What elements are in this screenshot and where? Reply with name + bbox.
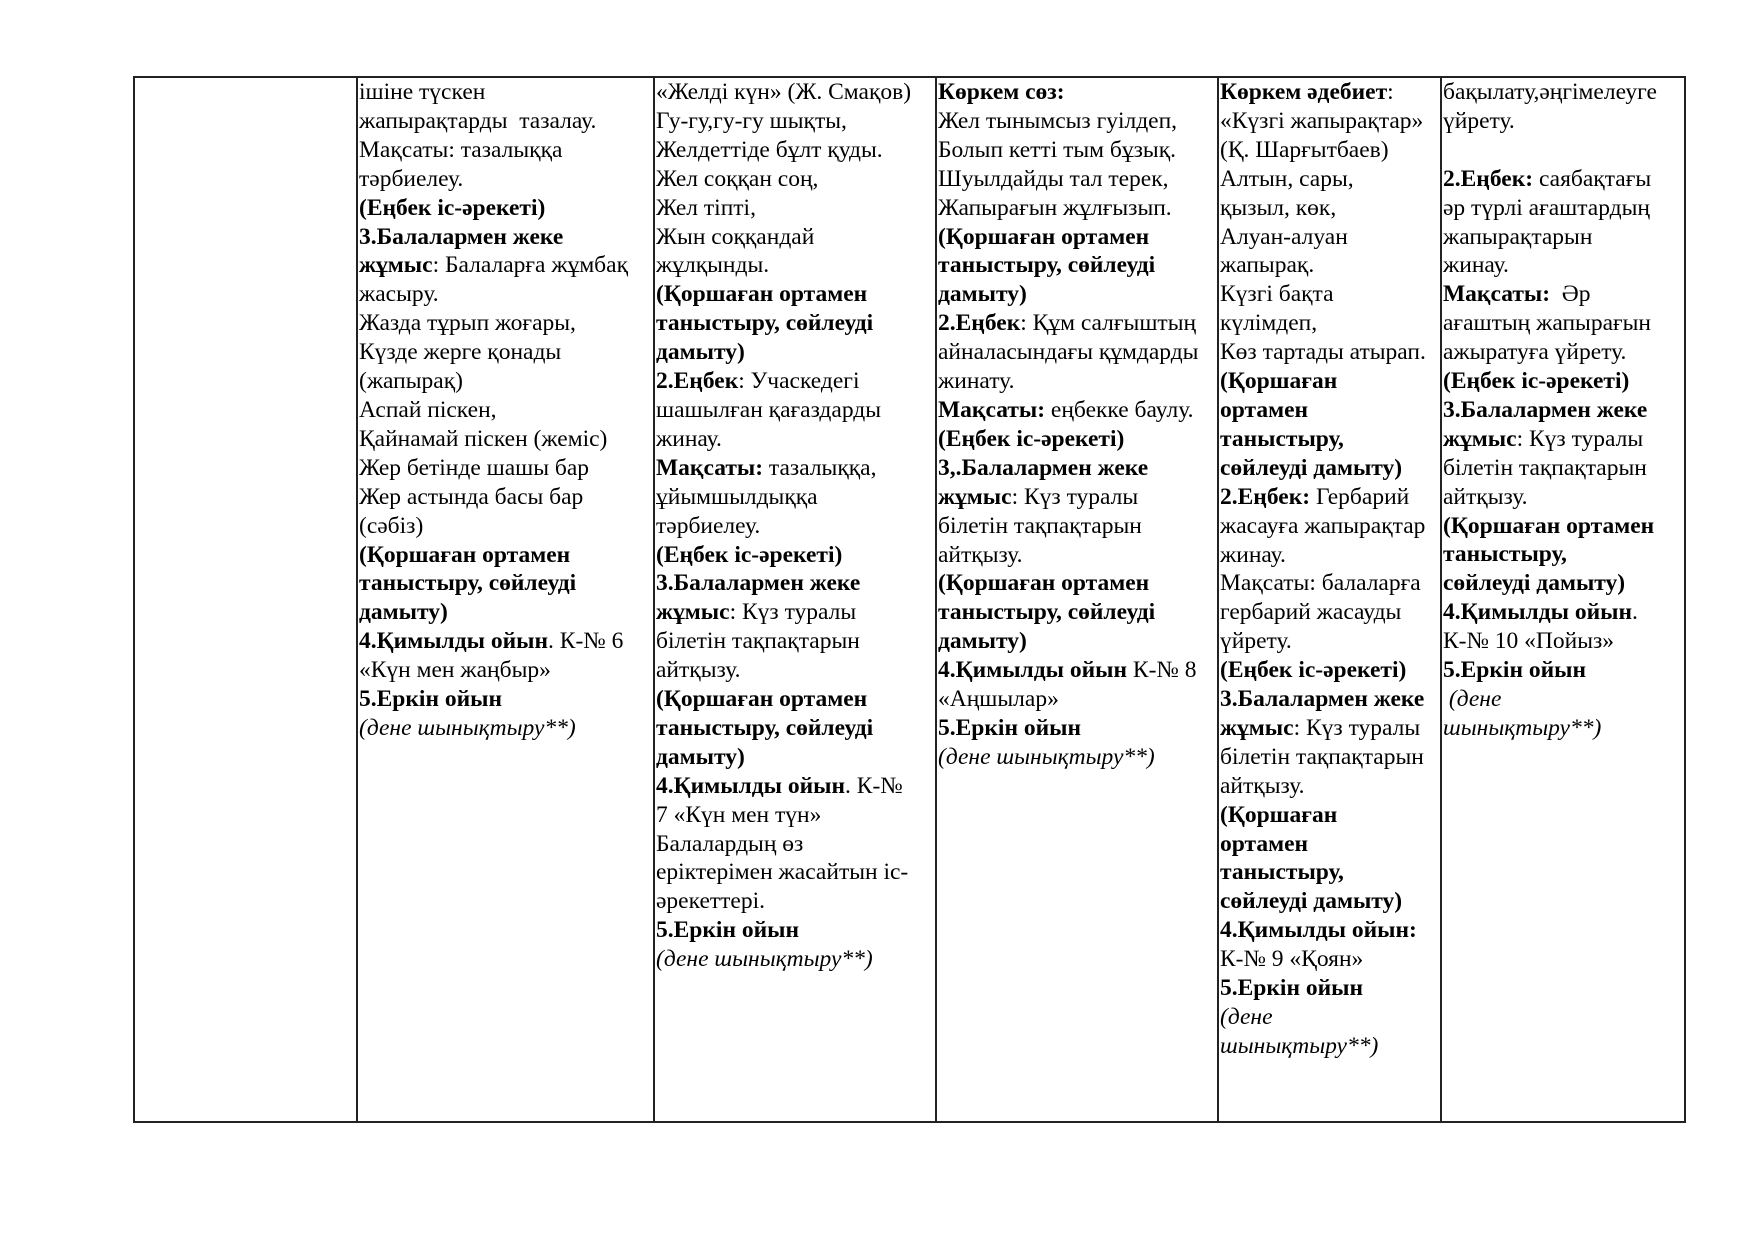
text-line <box>1220 136 1439 165</box>
text-segment: жұмыс <box>656 599 730 626</box>
text-line <box>1443 223 1683 252</box>
text-segment: «Күн мен жаңбыр» <box>359 657 551 684</box>
text-segment: әр түрлі ағаштардың <box>1443 194 1650 221</box>
text-segment: 4.Қимылды ойын <box>938 657 1128 684</box>
text-segment: Жын соққандай <box>656 223 815 250</box>
text-segment: 3.Балалармен жеке <box>1443 396 1648 423</box>
text-line <box>359 107 652 136</box>
text-segment: еңбекке баулу. <box>1045 396 1194 423</box>
text-line <box>656 309 934 338</box>
text-segment: айтқызу. <box>1443 483 1528 510</box>
text-line <box>1443 714 1683 743</box>
text-segment: Мақсаты: <box>656 454 764 481</box>
text-segment: (жапырақ) <box>359 368 463 395</box>
text-line <box>1443 569 1683 598</box>
text-segment: Жел соққан соң, <box>656 165 819 192</box>
text-segment: 4.Қимылды ойын <box>359 628 549 655</box>
text-line <box>1220 280 1439 309</box>
text-line <box>1443 280 1683 309</box>
text-segment: 4.Қимылды ойын: <box>1220 917 1417 944</box>
text-segment: тазалыққа, <box>763 454 877 481</box>
text-segment: (Қоршаған ортамен <box>938 570 1150 597</box>
text-line <box>359 367 652 396</box>
text-segment: Желдеттіде бұлт қуды. <box>656 136 883 163</box>
text-line <box>359 78 652 107</box>
text-line <box>938 223 1216 252</box>
text-line <box>359 338 652 367</box>
text-line <box>1443 78 1683 107</box>
text-segment: ажыратуға үйрету. <box>1443 339 1627 366</box>
text-line <box>1220 251 1439 280</box>
text-segment: жұмыс <box>1443 425 1517 452</box>
text-segment: дамыту) <box>359 599 448 626</box>
text-segment: (дене шынықтыру**) <box>938 743 1155 770</box>
text-segment: Жер астында басы бар <box>359 483 584 510</box>
text-line <box>1443 251 1683 280</box>
text-line <box>1443 627 1683 656</box>
text-segment: жинау. <box>1443 252 1509 279</box>
text-line <box>656 280 934 309</box>
text-line <box>1220 367 1439 396</box>
text-segment: айтқызу. <box>1220 772 1305 799</box>
text-segment: ортамен <box>1220 396 1309 423</box>
text-line <box>938 512 1216 541</box>
table-cell-col-2 <box>357 77 654 1122</box>
text-line <box>656 714 934 743</box>
text-line <box>656 338 934 367</box>
text-segment: Гу-гу,гу-гу шықты, <box>656 107 847 134</box>
text-segment: (Еңбек іс-әрекеті) <box>359 194 546 221</box>
text-segment: күлімдеп, <box>1220 310 1318 337</box>
text-line <box>938 483 1216 512</box>
text-segment: 3.Балалармен жеке <box>1220 686 1425 713</box>
text-line <box>656 194 934 223</box>
text-line <box>938 280 1216 309</box>
text-segment: жапырақтарды тазалау. <box>359 107 597 134</box>
text-segment: жасыру. <box>359 281 439 308</box>
text-line <box>1220 309 1439 338</box>
text-segment: 5.Еркін ойын <box>1220 975 1364 1002</box>
text-line <box>1220 945 1439 974</box>
text-segment: жинату. <box>938 368 1015 395</box>
text-segment: К-№ 9 «Қоян» <box>1220 946 1364 973</box>
text-line <box>359 627 652 656</box>
text-segment: (Қоршаған ортамен <box>359 541 571 568</box>
text-segment: жұмыс <box>359 252 433 279</box>
text-segment: Жапырағын жұлғызып. <box>938 194 1172 221</box>
text-line <box>1220 830 1439 859</box>
text-segment: тәрбиелеу. <box>359 165 464 192</box>
text-segment: (Еңбек іс-әрекеті) <box>1220 657 1407 684</box>
text-line <box>656 541 934 570</box>
text-segment: (дене <box>1443 686 1502 713</box>
text-line <box>1220 714 1439 743</box>
text-segment: Мақсаты: балаларға <box>1220 570 1421 597</box>
text-line <box>359 251 652 280</box>
text-segment: Мақсаты: <box>938 396 1046 423</box>
text-line <box>1443 454 1683 483</box>
text-line <box>656 916 934 945</box>
text-line <box>1220 425 1439 454</box>
weekly-plan-table <box>133 76 1686 1123</box>
text-segment: жинау. <box>656 425 722 452</box>
text-line <box>1443 338 1683 367</box>
text-segment: таныстыру, сөйлеуді <box>359 570 577 597</box>
text-segment: дамыту) <box>938 628 1027 655</box>
text-segment: (Еңбек іс-әрекеті) <box>656 541 843 568</box>
text-line <box>938 194 1216 223</box>
text-line <box>1220 165 1439 194</box>
text-line <box>1220 512 1439 541</box>
text-segment: «Желді күн» (Ж. Смақов) <box>656 79 912 105</box>
text-line <box>1220 656 1439 685</box>
text-segment: гербарий жасауды <box>1220 599 1402 626</box>
text-line <box>1220 916 1439 945</box>
text-line <box>938 78 1216 107</box>
table-cell-col-4 <box>936 77 1218 1122</box>
text-line <box>1220 454 1439 483</box>
text-line <box>1443 483 1683 512</box>
text-segment: жасауға жапырақтар <box>1220 512 1426 539</box>
text-segment: 2.Еңбек <box>656 368 739 395</box>
text-segment: 4.Қимылды ойын <box>656 772 846 799</box>
text-segment: Жазда тұрып жоғары, <box>359 310 576 337</box>
text-line <box>359 280 652 309</box>
text-segment: (Қоршаған <box>1220 801 1338 828</box>
text-segment: (дене <box>1220 1004 1273 1030</box>
text-segment: шынықтыру**) <box>1220 1032 1379 1059</box>
text-segment: : Күз туралы <box>1293 714 1421 741</box>
text-segment: Мақсаты: тазалыққа <box>359 136 563 163</box>
text-segment: 3,.Балалармен жеке <box>938 454 1149 481</box>
text-line <box>1220 78 1439 107</box>
text-segment: жинау. <box>1220 541 1286 568</box>
text-segment: Алуан-алуан <box>1220 223 1348 250</box>
text-segment: Қайнамай піскен (жеміс) <box>359 425 608 452</box>
text-line <box>359 454 652 483</box>
text-segment: жапырақ. <box>1220 252 1315 279</box>
text-line <box>359 483 652 512</box>
text-line <box>1220 396 1439 425</box>
text-segment: айтқызу. <box>938 541 1023 568</box>
text-segment: 5.Еркін ойын <box>938 714 1082 741</box>
text-segment: (Қ. Шарғытбаев) <box>1220 136 1389 163</box>
text-segment: таныстыру, сөйлеуді <box>656 714 874 741</box>
text-segment: жұмыс <box>938 483 1012 510</box>
text-segment: Көркем сөз: <box>938 79 1065 105</box>
text-line <box>938 743 1216 772</box>
text-segment: таныстыру, <box>1220 425 1344 452</box>
text-line <box>656 772 934 801</box>
text-segment: (Қоршаған ортамен <box>656 281 868 308</box>
text-line <box>938 165 1216 194</box>
text-segment: шашылған қағаздарды <box>656 396 882 423</box>
text-line <box>1220 107 1439 136</box>
table-cell-col-3 <box>654 77 936 1122</box>
text-line <box>1220 1032 1439 1061</box>
text-segment: Жер бетінде шашы бар <box>359 454 590 481</box>
text-line <box>1443 656 1683 685</box>
text-line <box>1220 541 1439 570</box>
text-line <box>656 830 934 859</box>
text-segment: 3.Балалармен жеке <box>656 570 861 597</box>
text-segment: (дене шынықтыру**) <box>359 714 576 741</box>
text-segment: дамыту) <box>656 339 745 366</box>
text-line <box>938 598 1216 627</box>
text-line <box>656 801 934 830</box>
text-line <box>359 136 652 165</box>
text-line <box>656 107 934 136</box>
text-segment: 5.Еркін ойын <box>656 917 800 944</box>
text-segment: білетін тақпақтарын <box>656 628 860 655</box>
text-line <box>656 743 934 772</box>
text-line <box>656 136 934 165</box>
text-segment: бақылату,әңгімелеуге <box>1443 79 1657 105</box>
text-segment: ұйымшылдыққа <box>656 483 818 510</box>
text-segment: (Еңбек іс-әрекеті) <box>1443 368 1630 395</box>
text-segment: әрекеттері. <box>656 888 765 915</box>
text-line <box>656 223 934 252</box>
text-segment: 7 «Күн мен түн» <box>656 801 822 828</box>
text-segment: Көз тартады атырап. <box>1220 339 1426 366</box>
text-line <box>938 251 1216 280</box>
text-line <box>1443 165 1683 194</box>
text-line <box>938 136 1216 165</box>
text-line <box>656 887 934 916</box>
text-segment: Күзде жерге қонады <box>359 339 562 366</box>
text-segment: 2.Еңбек <box>938 310 1021 337</box>
text-line <box>656 483 934 512</box>
text-line <box>359 656 652 685</box>
text-segment: «Аңшылар» <box>938 686 1059 713</box>
text-line <box>359 165 652 194</box>
text-line <box>938 367 1216 396</box>
text-segment: Жел тынымсыз гуілдеп, <box>938 107 1178 134</box>
text-segment: таныстыру, <box>1220 859 1344 886</box>
text-line <box>1220 598 1439 627</box>
text-line <box>1443 367 1683 396</box>
text-segment: (Қоршаған ортамен <box>1443 512 1655 539</box>
text-segment: сөйлеуді дамыту) <box>1220 454 1403 481</box>
text-line <box>1220 772 1439 801</box>
text-segment: таныстыру, сөйлеуді <box>656 310 874 337</box>
text-line <box>656 165 934 194</box>
text-line <box>938 396 1216 425</box>
text-segment: таныстыру, сөйлеуді <box>938 252 1156 279</box>
text-segment: білетін тақпақтарын <box>1220 743 1424 770</box>
table-cell-col-6 <box>1441 77 1685 1122</box>
text-line <box>1443 136 1683 165</box>
text-line <box>1220 974 1439 1003</box>
text-line <box>359 541 652 570</box>
text-line <box>938 425 1216 454</box>
text-segment: шынықтыру**) <box>1443 714 1602 741</box>
text-segment: 2.Еңбек: <box>1220 483 1311 510</box>
text-segment: 5.Еркін ойын <box>359 686 503 713</box>
text-line <box>1220 627 1439 656</box>
text-line <box>938 107 1216 136</box>
text-segment: Гербарий <box>1310 483 1410 510</box>
text-line <box>1220 223 1439 252</box>
text-line <box>1443 685 1683 714</box>
text-segment: білетін тақпақтарын <box>1443 454 1647 481</box>
text-segment: таныстыру, <box>1443 541 1567 568</box>
text-segment: ағаштың жапырағын <box>1443 310 1652 337</box>
text-segment: ортамен <box>1220 830 1309 857</box>
text-line <box>1220 743 1439 772</box>
text-segment: : Күз туралы <box>1011 483 1139 510</box>
text-segment: дамыту) <box>938 281 1027 308</box>
text-line <box>1220 194 1439 223</box>
text-line <box>938 656 1216 685</box>
text-segment: . К-№ <box>845 772 903 799</box>
text-segment: үйрету. <box>1220 628 1292 655</box>
text-line <box>656 425 934 454</box>
text-line <box>1220 569 1439 598</box>
text-line <box>359 425 652 454</box>
text-segment: (Қоршаған <box>1220 368 1338 395</box>
text-line <box>938 454 1216 483</box>
text-line <box>1220 887 1439 916</box>
text-line <box>1443 107 1683 136</box>
text-line <box>938 541 1216 570</box>
text-segment: дамыту) <box>656 743 745 770</box>
text-segment: : <box>1387 79 1394 105</box>
text-segment: (сәбіз) <box>359 512 424 539</box>
text-line <box>359 396 652 425</box>
text-segment: Болып кетті тым бұзық. <box>938 136 1176 163</box>
text-segment: еріктерімен жасайтын іс- <box>656 859 909 886</box>
text-segment: жұмыс <box>1220 714 1294 741</box>
text-segment: К-№ 10 «Пойыз» <box>1443 628 1615 655</box>
text-segment: (дене шынықтыру**) <box>656 946 873 973</box>
text-line <box>1220 338 1439 367</box>
text-line <box>1443 512 1683 541</box>
text-segment: ішіне түскен <box>359 79 486 105</box>
text-line <box>938 309 1216 338</box>
text-line <box>359 685 652 714</box>
text-segment: (Қоршаған ортамен <box>656 686 868 713</box>
text-line <box>1220 1003 1439 1032</box>
text-line <box>359 598 652 627</box>
text-segment: : Күз туралы <box>1516 425 1644 452</box>
text-line <box>656 858 934 887</box>
text-segment: 4.Қимылды ойын <box>1443 599 1633 626</box>
text-segment: жұлқынды. <box>656 252 770 279</box>
text-segment: Шуылдайды тал терек, <box>938 165 1169 192</box>
text-segment: үйрету. <box>1443 107 1515 134</box>
text-line <box>656 685 934 714</box>
text-segment: Мақсаты: <box>1443 281 1551 308</box>
table-cell-col-1 <box>134 77 357 1122</box>
text-segment: : Құм салғыштың <box>1020 310 1197 337</box>
text-line <box>656 512 934 541</box>
text-line <box>1443 194 1683 223</box>
text-segment: Алтын, сары, <box>1220 165 1354 192</box>
text-segment: тәрбиелеу. <box>656 512 761 539</box>
text-segment: айтқызу. <box>656 657 741 684</box>
text-segment: жапырақтарын <box>1443 223 1593 250</box>
text-line <box>359 194 652 223</box>
text-segment: К-№ 8 <box>1127 657 1197 684</box>
text-line <box>656 78 934 107</box>
text-segment: Жел тіпті, <box>656 194 756 221</box>
text-segment: 5.Еркін ойын <box>1443 657 1587 684</box>
text-segment: : Учаскедегі <box>738 368 860 395</box>
text-segment: Әр <box>1550 281 1591 308</box>
text-segment: білетін тақпақтарын <box>938 512 1142 539</box>
text-line <box>656 569 934 598</box>
text-segment: Көркем әдебиет <box>1220 79 1388 105</box>
text-line <box>938 627 1216 656</box>
text-line <box>359 569 652 598</box>
text-line <box>656 598 934 627</box>
text-line <box>1220 483 1439 512</box>
text-segment: . <box>1632 599 1638 626</box>
text-line <box>656 945 934 974</box>
text-segment: 2.Еңбек: <box>1443 165 1534 192</box>
text-segment: Балалардың өз <box>656 830 804 857</box>
text-segment: «Күзгі жапырақтар» <box>1220 107 1424 134</box>
text-line <box>656 396 934 425</box>
text-segment: қызыл, көк, <box>1220 194 1337 221</box>
text-segment: : Балаларға жұмбақ <box>432 252 628 279</box>
text-segment: сөйлеуді дамыту) <box>1220 888 1403 915</box>
text-segment: (Қоршаған ортамен <box>938 223 1150 250</box>
text-segment: Аспай піскен, <box>359 396 497 423</box>
text-line <box>359 512 652 541</box>
text-segment: 3.Балалармен жеке <box>359 223 564 250</box>
text-segment: сөйлеуді дамыту) <box>1443 570 1626 597</box>
text-line <box>1443 309 1683 338</box>
text-line <box>938 338 1216 367</box>
text-segment: таныстыру, сөйлеуді <box>938 599 1156 626</box>
text-line <box>1443 396 1683 425</box>
text-segment: айналасындағы құмдарды <box>938 339 1199 366</box>
text-segment: Күзгі бақта <box>1220 281 1334 308</box>
text-line <box>359 223 652 252</box>
text-line <box>1220 858 1439 887</box>
text-line <box>359 309 652 338</box>
text-segment: (Еңбек іс-әрекеті) <box>938 425 1125 452</box>
text-line <box>1220 685 1439 714</box>
text-line <box>656 454 934 483</box>
text-line <box>656 367 934 396</box>
text-segment: . К-№ 6 <box>548 628 624 655</box>
text-line <box>656 251 934 280</box>
text-line <box>1220 801 1439 830</box>
text-line <box>359 714 652 743</box>
table-row <box>134 77 1685 1122</box>
text-line <box>938 569 1216 598</box>
text-line <box>1443 425 1683 454</box>
text-segment: саябақтағы <box>1533 165 1652 192</box>
text-line <box>656 627 934 656</box>
text-line <box>938 685 1216 714</box>
text-line <box>656 656 934 685</box>
table-cell-col-5 <box>1218 77 1441 1122</box>
text-line <box>1443 598 1683 627</box>
text-line <box>1443 540 1683 569</box>
text-line <box>938 714 1216 743</box>
text-segment: : Күз туралы <box>729 599 857 626</box>
